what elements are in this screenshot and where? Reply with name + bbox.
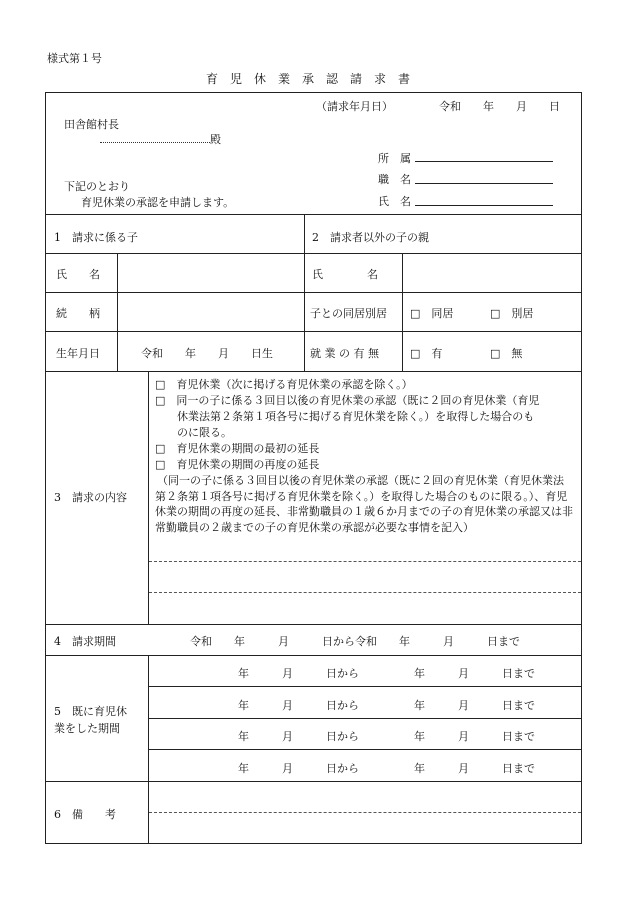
past-leave-period-4[interactable]: 年 月 日から 年 月 日まで (238, 762, 535, 775)
request-option-1[interactable]: □ 育児休業（次に掲げる育児休業の承認を除く。） (155, 378, 413, 391)
request-option-2-cont: 休業法第２条第１項各号に掲げる育児休業を除く。）を取得した場合のも (155, 410, 535, 423)
child-name-field[interactable] (120, 256, 302, 290)
rule-below-section4 (45, 655, 582, 656)
rule-below-name-row (45, 292, 582, 293)
name-field[interactable] (415, 205, 553, 206)
past-leave-period-1[interactable]: 年 月 日から 年 月 日まで (238, 667, 535, 680)
honorific: 殿 (210, 133, 221, 146)
divider-lower-label (148, 371, 149, 624)
request-date-label: （請求年月日） (316, 100, 393, 113)
section2-heading: 2 請求者以外の子の親 (312, 231, 429, 244)
rule-section5-row2 (148, 718, 582, 719)
section5-heading-line2: 業をした期間 (54, 722, 120, 735)
divider-parent-label (402, 253, 403, 371)
past-leave-period-2[interactable]: 年 月 日から 年 月 日まで (238, 699, 535, 712)
section6-heading: 6 備 考 (54, 808, 116, 821)
rule-below-birth-row (45, 371, 582, 372)
parent-name-field[interactable] (405, 256, 579, 290)
intro-line2: 育児休業の承認を申請します。 (81, 196, 235, 209)
cohabit-option-separate[interactable]: □ 別居 (490, 307, 534, 320)
reason-line-2[interactable] (149, 592, 581, 593)
rule-section5-row1 (148, 686, 582, 687)
request-reason-instruction: （同一の子に係る３回目以後の育児休業の承認（既に２回の育児休業（育児休業法第２条第１項各号に掲げる育児休業を除く。）を取得した場合のものに限る。）、育児休業の期間の再度の延長、非常勤職員の１歳６か月までの子の育児休業の承認又は非常勤職員の２歳までの子の育児休業の承認が必要な事情を記入） (155, 474, 573, 534)
request-option-4[interactable]: □ 育児休業の期間の再度の延長 (155, 458, 320, 471)
form-border-right (581, 92, 582, 844)
request-option-2[interactable]: □ 同一の子に係る３回目以後の育児休業の承認（既に２回の育児休業（育児 (155, 394, 540, 407)
parent-name-label: 氏 名 (312, 268, 378, 281)
position-field[interactable] (415, 183, 553, 184)
section1-heading: 1 請求に係る子 (54, 231, 138, 244)
child-birthdate-label: 生年月日 (56, 347, 100, 360)
section5-heading-line1: 5 既に育児休 (54, 705, 127, 718)
request-option-3[interactable]: □ 育児休業の期間の最初の延長 (155, 442, 320, 455)
request-date-value[interactable]: 令和 年 月 日 (439, 100, 560, 113)
rule-below-section5 (45, 781, 582, 782)
addressee: 田舎館村長 (64, 118, 119, 131)
form-border-left (45, 92, 46, 844)
request-option-2-cont2: のに限る。 (155, 426, 232, 439)
section3-heading: 3 請求の内容 (54, 491, 127, 504)
form-border-bottom (45, 843, 582, 844)
rule-section5-row3 (148, 749, 582, 750)
form-border-top (45, 92, 582, 93)
section4-heading: 4 請求期間 (54, 635, 116, 648)
rule-below-section-heading (45, 253, 582, 254)
child-relation-label: 続 柄 (56, 307, 100, 320)
page-title: 育 児 休 業 承 認 請 求 書 (206, 72, 411, 86)
cohabit-label: 子との同居別居 (310, 307, 387, 320)
rule-below-section3 (45, 624, 582, 625)
child-birthdate-value[interactable]: 令和 年 月 日生 (141, 347, 273, 360)
employment-label: 就 業 の 有 無 (310, 347, 379, 360)
divider-child-label (117, 253, 118, 371)
rule-below-header (45, 214, 582, 215)
name-label: 氏 名 (378, 195, 411, 208)
employment-option-no[interactable]: □ 無 (490, 347, 523, 360)
affiliation-label: 所 属 (378, 152, 411, 165)
remarks-line[interactable] (149, 812, 581, 813)
child-relation-field[interactable] (120, 295, 302, 329)
employment-option-yes[interactable]: □ 有 (410, 347, 443, 360)
child-name-label: 氏 名 (56, 268, 100, 281)
past-leave-period-3[interactable]: 年 月 日から 年 月 日まで (238, 730, 535, 743)
reason-line-1[interactable] (149, 561, 581, 562)
cohabit-option-together[interactable]: □ 同居 (410, 307, 454, 320)
divider-lower-label-2 (148, 655, 149, 843)
intro-line1: 下記のとおり (64, 180, 130, 193)
form-number: 様式第１号 (47, 52, 102, 65)
addressee-name-line[interactable] (100, 142, 210, 143)
request-period-value[interactable]: 令和 年 月 日から令和 年 月 日まで (190, 635, 520, 648)
rule-below-relation-row (45, 331, 582, 332)
divider-sections-1-2 (304, 214, 305, 371)
position-label: 職 名 (378, 173, 411, 186)
affiliation-field[interactable] (415, 161, 553, 162)
